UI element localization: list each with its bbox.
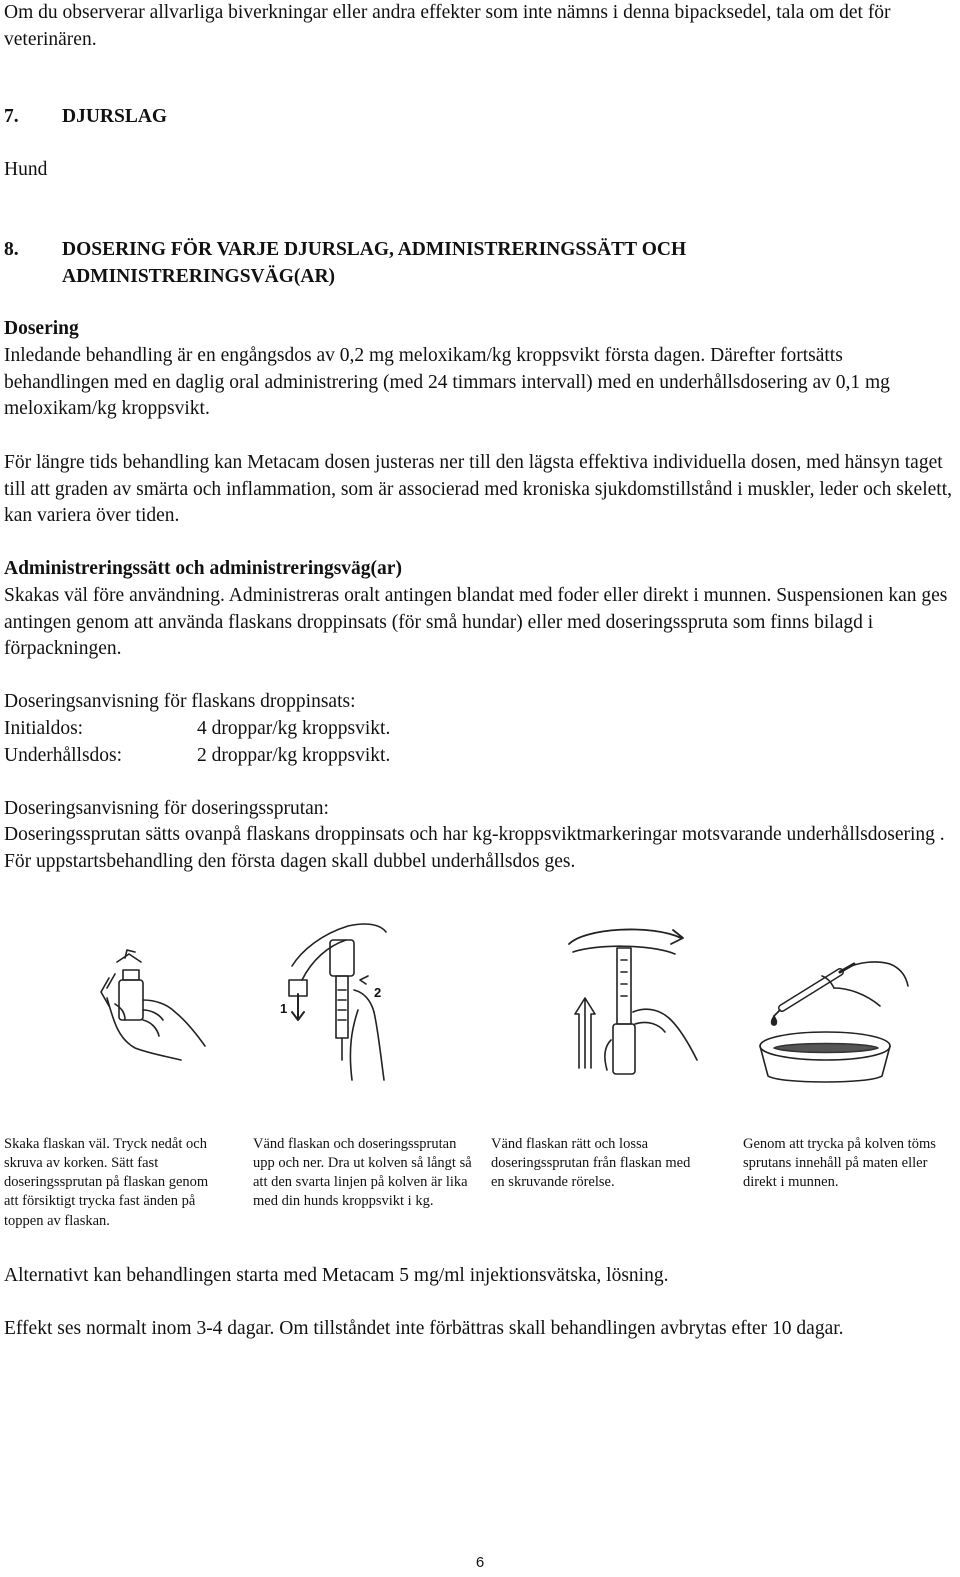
syringe-paragraph: Doseringssprutan sätts ovanpå flaskans droppinsats och har kg-kroppsviktmarkeringar motsvarande underhållsdosering . För uppstartsbehandling den första dagen skall dubbel underhållsdos ges.: [4, 824, 945, 872]
maintenance-dose-label: Underhållsdos:: [4, 744, 123, 766]
initial-dose-row: [4, 716, 952, 743]
shake-bottle-illustration: [95, 948, 210, 1063]
dropper-heading: Doseringsanvisning för flaskans droppinsats:: [4, 691, 356, 712]
dosering-heading: Dosering: [4, 318, 79, 339]
maintenance-dose-row: [4, 743, 952, 770]
initial-dose-value: 4 droppar/kg kroppsvikt.: [197, 718, 391, 739]
dispense-into-bowl-illustration: [750, 958, 910, 1088]
section-8-title-line2: ADMINISTRERINGSVÄG(AR): [62, 265, 336, 287]
initial-dose-label: Initialdos:: [4, 718, 84, 739]
unscrew-syringe-illustration: [555, 920, 705, 1085]
administration-paragraph: Skakas väl före användning. Administreras oralt antingen blandat med foder eller direkt i munnen. Suspensionen kan ges antingen genom att använda flaskans droppinsats (för små hundar) eller med doseringsspruta som finns bilagd i förpackningen.: [4, 585, 948, 659]
administration-heading: Administreringssätt och administreringsväg(ar): [4, 558, 402, 579]
figure-4-caption: Genom att trycka på kolven töms sprutans innehåll på maten eller direkt i munnen.: [743, 1135, 936, 1191]
fill-syringe-illustration: [262, 920, 412, 1085]
dosering-paragraph-1: Inledande behandling är en engångsdos av 0,2 mg meloxikam/kg kroppsvikt första dagen. Därefter fortsätts behandlingen med en daglig oral administrering (med 24 timmars intervall) med en underhållsdosering av 0,1 mg meloxikam/kg kroppsvikt.: [4, 345, 890, 419]
syringe-heading: Doseringsanvisning för doseringssprutan:: [4, 798, 329, 819]
species-text: Hund: [4, 159, 48, 180]
section-7-number: 7.: [4, 106, 19, 127]
figure-3-caption: Vänd flaskan rätt och lossa doseringssprutan från flaskan med en skruvande rörelse.: [491, 1135, 691, 1191]
step-label-2: 2: [374, 985, 382, 1000]
step-label-1: 1: [280, 1001, 288, 1016]
section-8-title-line1: DOSERING FÖR VARJE DJURSLAG, ADMINISTRERINGSSÄTT OCH: [62, 239, 687, 260]
page-number: 6: [475, 1554, 485, 1571]
section-7-title: DJURSLAG: [62, 106, 168, 127]
intro-paragraph: Om du observerar allvarliga biverkningar eller andra effekter som inte nämns i denna bipacksedel, tala om det för veterinären.: [4, 2, 891, 50]
figure-1-caption: Skaka flaskan väl. Tryck nedåt och skruva av korken. Sätt fast doseringssprutan på flaskan genom att försiktigt trycka fast änden på toppen av flaskan.: [4, 1135, 209, 1229]
section-8-number: 8.: [4, 239, 19, 260]
section-7-heading: [4, 104, 952, 131]
section-8-heading: [4, 237, 952, 290]
alternative-treatment-text: Alternativt kan behandlingen starta med Metacam 5 mg/ml injektionsvätska, lösning.: [4, 1265, 669, 1286]
dropper-dose-table: [4, 716, 952, 769]
maintenance-dose-value: 2 droppar/kg kroppsvikt.: [197, 744, 391, 766]
dosering-paragraph-2: För längre tids behandling kan Metacam dosen justeras ner till den lägsta effektiva individuella dosen, med hänsyn taget till att graden av smärta och inflammation, som är associerad med kroniska sjukdomstillstånd i muskler, leder och skelett, kan variera över tiden.: [4, 452, 952, 526]
figure-2-caption: Vänd flaskan och doseringssprutan upp och ner. Dra ut kolven så långt så att den svarta linjen på kolven är lika med din hunds kroppsvikt i kg.: [253, 1135, 472, 1210]
effect-text: Effekt ses normalt inom 3-4 dagar. Om tillståndet inte förbättras skall behandlingen avbrytas efter 10 dagar.: [4, 1318, 844, 1339]
